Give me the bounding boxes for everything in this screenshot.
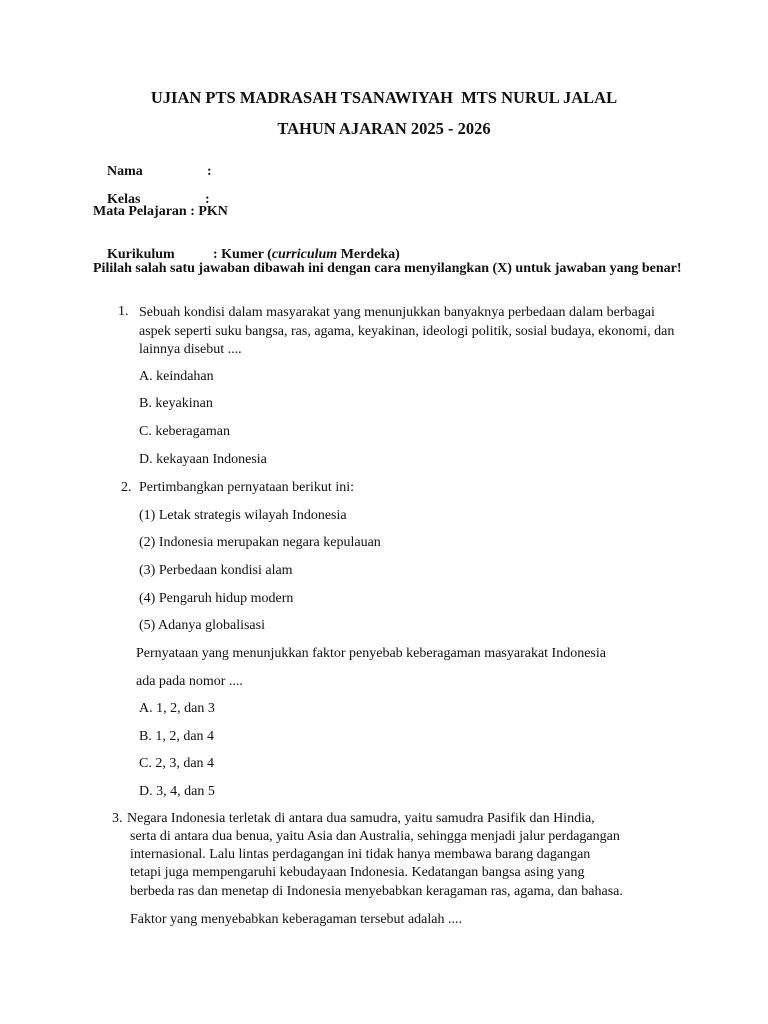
exam-title: UJIAN PTS MADRASAH TSANAWIYAH MTS NURUL JALAL (150, 88, 618, 107)
q2-text: Pertimbangkan pernyataan berikut ini: (139, 480, 354, 495)
q3-line-4: tetapi juga mempengaruhi kebudayaan Indonesia. Kedatangan bangsa asing yang (130, 865, 585, 880)
q1-option-d: D. kekayaan Indonesia (139, 452, 267, 467)
q3-number: 3. (112, 811, 123, 826)
q3-line-1: Negara Indonesia terletak di antara dua samudra, yaitu samudra Pasifik dan Hindia, (127, 811, 595, 826)
q2-number: 2. (121, 480, 132, 495)
academic-year-title: TAHUN AJARAN 2025 - 2026 (277, 119, 491, 138)
field-mata-pelajaran: Mata Pelajaran : PKN (93, 204, 228, 219)
q3-line-3: internasional. Lalu lintas perdagangan ini tidak hanya membawa barang dagangan (130, 847, 591, 862)
q3-question: Faktor yang menyebabkan keberagaman tersebut adalah .... (130, 912, 462, 927)
nama-colon: : (207, 164, 212, 179)
q3-line-2: serta di antara dua benua, yaitu Asia dan Australia, sehingga menjadi jalur perdagangan (130, 829, 620, 844)
kurikulum-suffix: Merdeka) (337, 247, 400, 262)
q2-statement-1: (1) Letak strategis wilayah Indonesia (139, 508, 347, 523)
kurikulum-prefix: : Kumer ( (213, 247, 272, 262)
q1-option-b: B. keyakinan (139, 396, 213, 411)
q1-option-c: C. keberagaman (139, 424, 230, 439)
nama-label: Nama (107, 164, 143, 179)
q2-statement-3: (3) Perbedaan kondisi alam (139, 563, 293, 578)
instruction-text: Pililah salah satu jawaban dibawah ini dengan cara menyilangkan (X) untuk jawaban yang benar! (93, 261, 682, 276)
q2-option-d: D. 3, 4, dan 5 (139, 784, 215, 799)
q2-statement-4: (4) Pengaruh hidup modern (139, 591, 294, 606)
q1-number: 1. (118, 304, 129, 319)
q2-option-b: B. 1, 2, dan 4 (139, 729, 215, 744)
q2-statement-2: (2) Indonesia merupakan negara kepulauan (139, 535, 381, 550)
q2-option-c: C. 2, 3, dan 4 (139, 756, 215, 771)
q2-question-line-2: ada pada nomor .... (136, 674, 243, 689)
q3-line-5: berbeda ras dan menetap di Indonesia menyebabkan keragaman ras, agama, dan bahasa. (130, 884, 623, 899)
q1-option-a: A. keindahan (139, 369, 214, 384)
kurikulum-label: Kurikulum (107, 247, 175, 262)
q1-text: Sebuah kondisi dalam masyarakat yang menunjukkan banyaknya perbedaan dalam berbagai aspek seperti suku bangsa, ras, agama, keyakinan, ideologi politik, sosial budaya, ekonomi, dan lainnya disebut .... (139, 305, 675, 357)
kelas-label: Kelas (107, 192, 141, 207)
q2-statement-5: (5) Adanya globalisasi (139, 618, 265, 633)
kelas-colon: : (205, 192, 210, 207)
q2-option-a: A. 1, 2, dan 3 (139, 701, 215, 716)
kurikulum-italic: curriculum (271, 247, 338, 262)
q2-question-line-1: Pernyataan yang menunjukkan faktor penyebab keberagaman masyarakat Indonesia (136, 646, 606, 661)
